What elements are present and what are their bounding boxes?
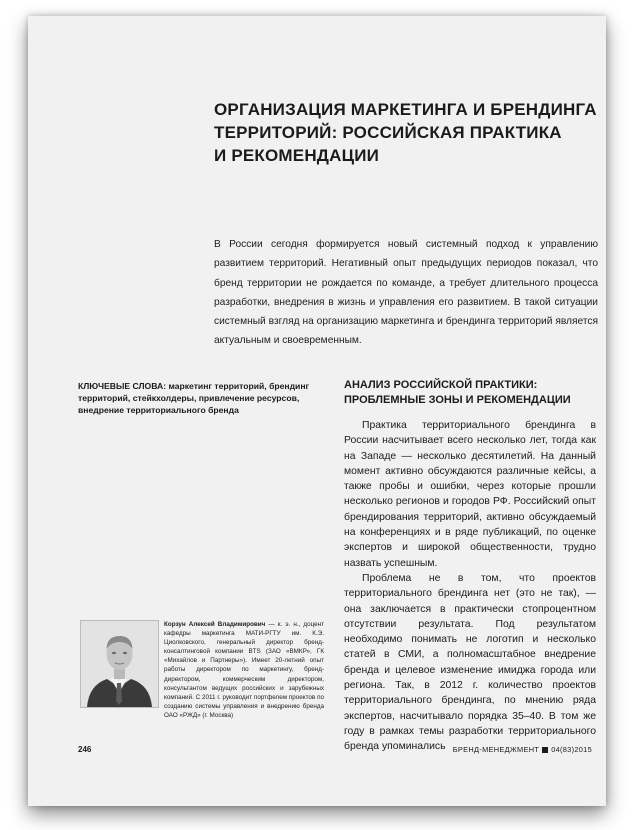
title-line: ТЕРРИТОРИЙ: РОССИЙСКАЯ ПРАКТИКА — [214, 123, 562, 142]
journal-name: БРЕНД-МЕНЕДЖМЕНТ — [452, 745, 540, 754]
keywords-block — [78, 380, 314, 417]
journal-page — [28, 16, 606, 806]
title-line: ОРГАНИЗАЦИЯ МАРКЕТИНГА И БРЕНДИНГА — [214, 100, 597, 119]
section-heading: АНАЛИЗ РОССИЙСКОЙ ПРАКТИКИ: ПРОБЛЕМНЫЕ ЗОНЫ И РЕКОМЕНДАЦИИ — [344, 379, 571, 406]
title-line: И РЕКОМЕНДАЦИИ — [214, 146, 380, 165]
keywords-label: КЛЮЧЕВЫЕ СЛОВА: — [78, 381, 167, 391]
author-description: — к. э. н., доцент кафедры маркетинга МАТИ-РГТУ им. К.Э. Циолковского, генеральный директор бренд-консалтинговой компании BTS (ЗАО «ВМКР», ГК «Михайлов и Партнеры»). Имеет 20-летний опыт работы директором по маркетингу, бренд-директором, коммерческим директором, консультантом ведущих российских и зарубежных компаний. С 2011 г. руководит портфелем проектов по созданию системы управления и внедрению бренда ОАО «РЖД» (г. Москва) — [164, 621, 324, 719]
body-column — [344, 418, 596, 755]
page-number: 246 — [78, 745, 92, 754]
body-paragraph: Практика территориального брендинга в России насчитывает всего несколько лет, тогда как на Западе — несколько десятилетий. На данный момент активно обсуждаются различные кейсы, а также пробы и ошибки, через которые прошли несколько регионов и городов РФ. Российский опыт брендирования территорий, активно обсуждаемый на конференциях и в ряде публикаций, по оценке экспертов и широкой общественности, трудно назвать успешным. — [344, 420, 596, 569]
keywords-text: маркетинг территорий, брендинг территорий, стейкхолдеры, привлечение ресурсов, внедрение территориального бренда — [78, 381, 310, 416]
author-name: Корзун Алексей Владимирович — [164, 621, 266, 628]
article-abstract: В России сегодня формируется новый системный подход к управлению развитием территорий. Негативный опыт предыдущих периодов показал, что бренд территории не рождается по команде, а требует длительного процесса разработки, внедрения в жизнь и управления его развитием. В такой ситуации системный взгляд на организацию маркетинга и брендинга территорий является актуальным и своевременным. — [214, 239, 598, 347]
body-paragraph: Проблема не в том, что проектов территориального брендинга нет (это не так), — она заключается в практически стопроцентном отсутствии результата. Под результатом необходимо понимать не логотип и несколько статей в СМИ, а полномасштабное внедрение бренда и целевое изменение имиджа города или региона. Так, в 2012 г. количество проектов территориального брендинга, по мнению ряда экспертов, насчитывало порядка 35–40. В том же году в рамках темы разработки территориального бренда упоминались — [344, 572, 596, 753]
journal-footer — [453, 745, 592, 754]
author-photo — [80, 620, 159, 708]
journal-issue: 04(83)2015 — [551, 745, 592, 754]
author-bio — [164, 620, 324, 720]
author-portrait-icon — [81, 621, 158, 707]
article-title — [214, 98, 597, 167]
square-separator-icon — [542, 747, 548, 753]
